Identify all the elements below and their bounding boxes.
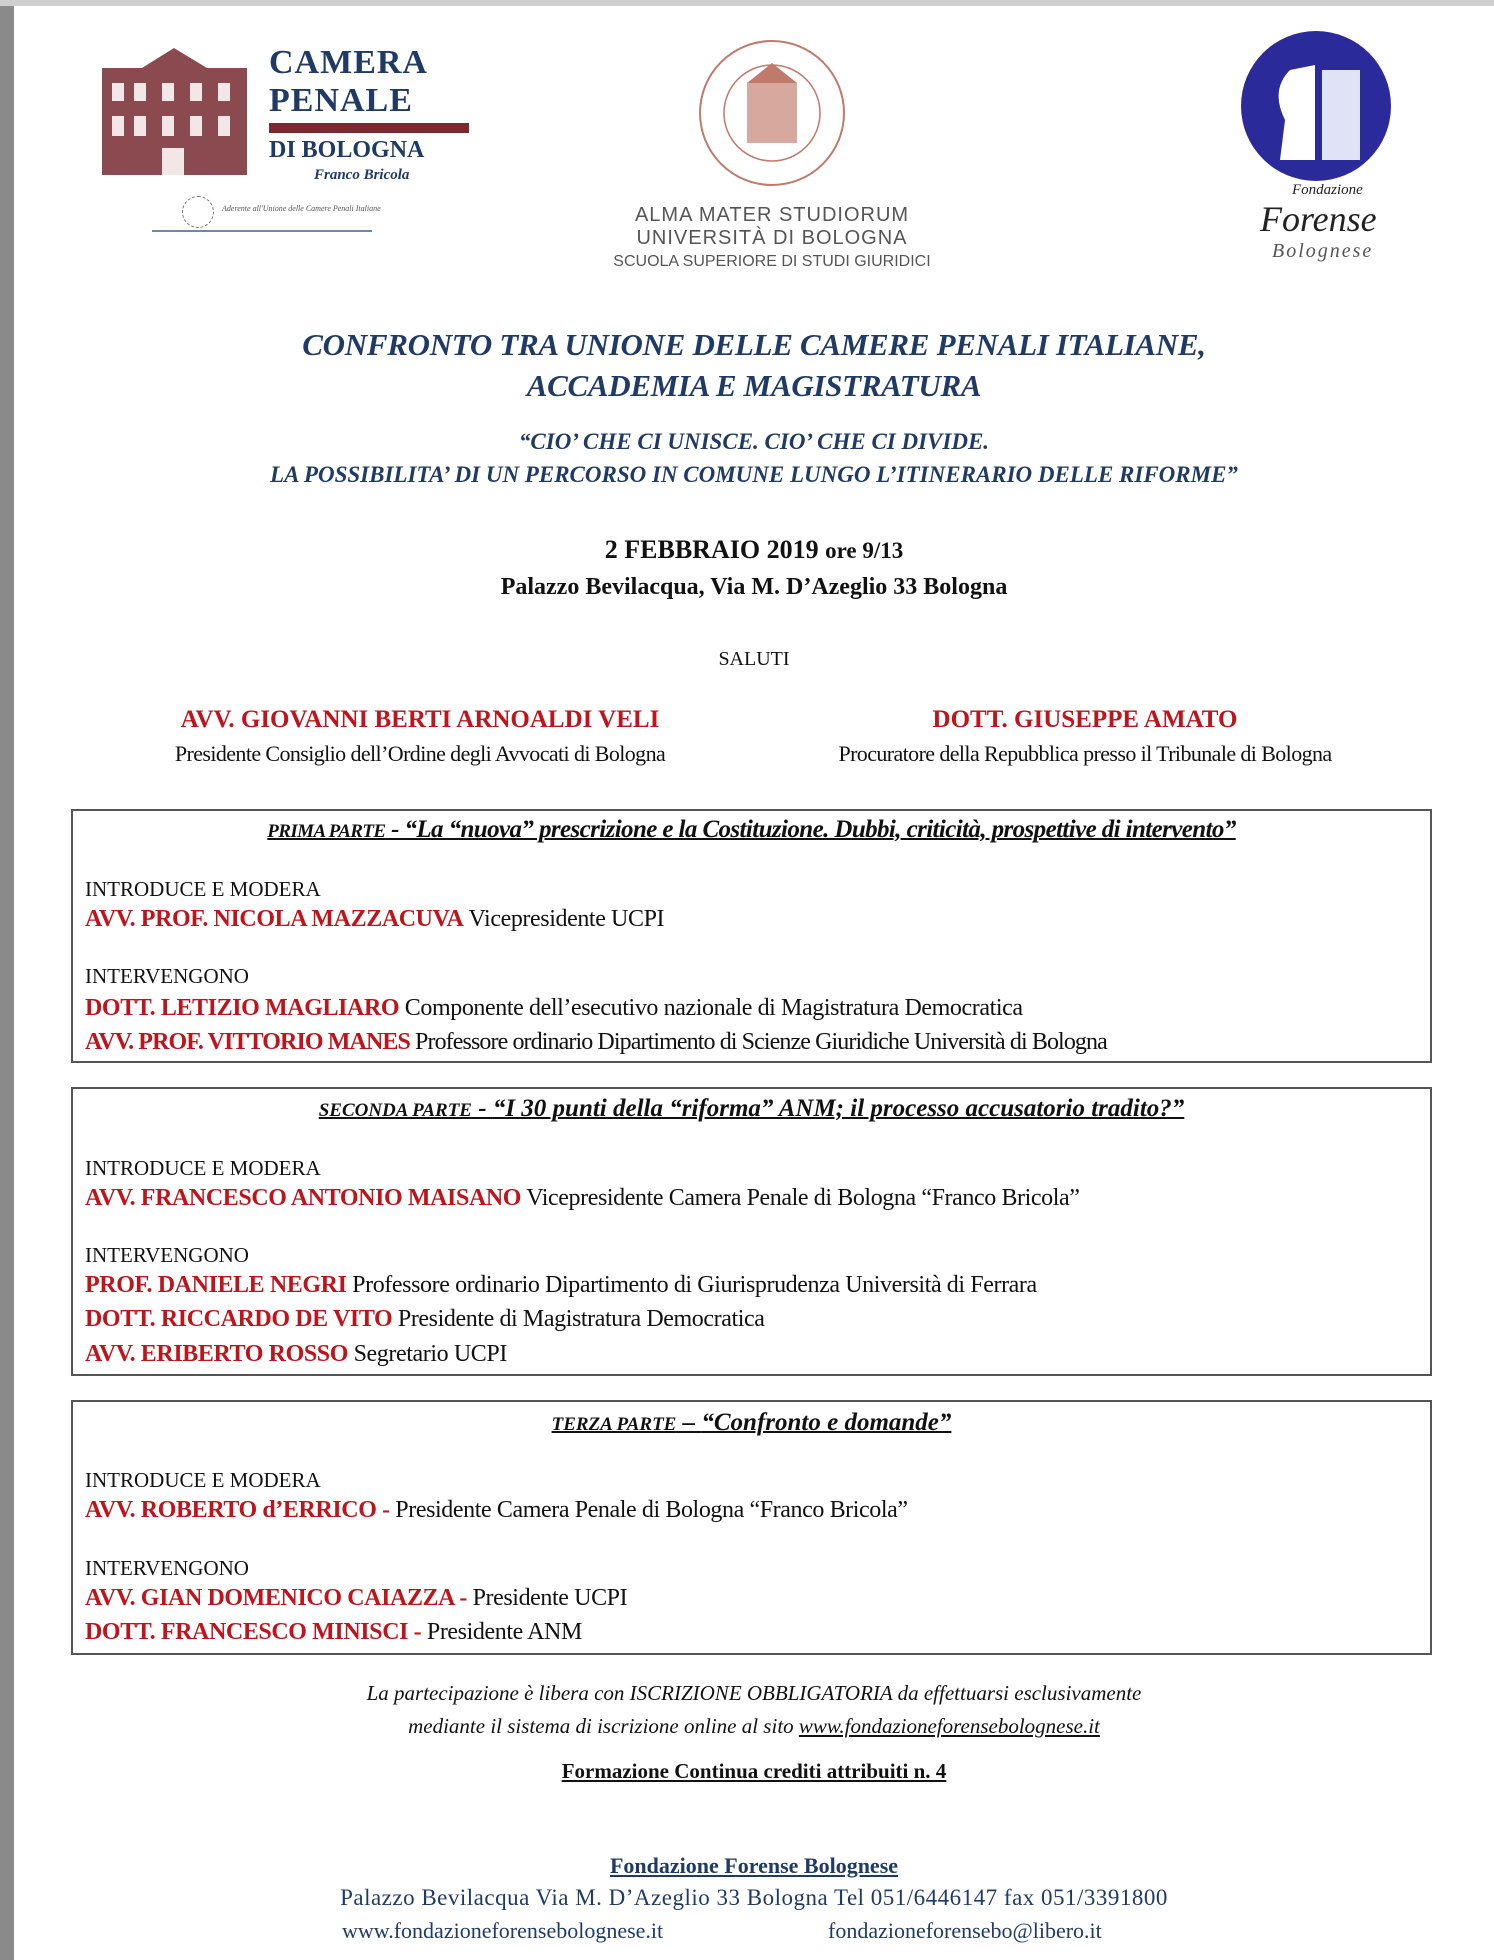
speaker	[85, 1272, 1037, 1299]
person-role: Presidente UCPI	[466, 1585, 628, 1611]
speakers-label: INTERVENGONO	[85, 1556, 249, 1580]
unibo-line2: UNIVERSITÀ DI BOLOGNA	[636, 227, 908, 249]
fondazione-forense-logo	[1230, 30, 1400, 270]
person-role: Professore ordinario Dipartimento di Scienze Giuridiche Università di Bologna	[409, 1029, 1107, 1055]
credits: Formazione Continua crediti attribuiti n. 4	[561, 1759, 947, 1783]
topic: “La “nuova” prescrizione e la Costituzione. Dubbi, criticità, prospettive di intervento”	[404, 816, 1236, 843]
person-role: Vicepresidente UCPI	[463, 906, 665, 932]
section-terza-parte	[71, 1400, 1432, 1655]
speakers-label: INTERVENGONO	[85, 1243, 249, 1267]
fondazione-line2: Forense	[1260, 199, 1377, 239]
ucpi-tagline: Aderente all'Unione delle Camere Penali Italiane	[222, 204, 381, 213]
sep: –	[676, 1409, 702, 1436]
person-role: Professore ordinario Dipartimento di Giurisprudenza Università di Ferrara	[346, 1272, 1037, 1298]
person-role: Vicepresidente Camera Penale di Bologna “Franco Bricola”	[521, 1185, 1080, 1211]
registration-text: mediante il sistema di iscrizione online al sito	[408, 1714, 799, 1738]
section-2-header	[71, 1095, 1432, 1123]
unibo-line3: SCUOLA SUPERIORE DI STUDI GIURIDICI	[613, 253, 931, 270]
moderator	[85, 906, 664, 933]
saluti-label: SALUTI	[718, 648, 790, 670]
logo-penale: PENALE	[269, 82, 413, 119]
person-name: AVV. GIAN DOMENICO CAIAZZA -	[85, 1585, 467, 1611]
footer-email[interactable]: fondazioneforensebo@libero.it	[828, 1918, 1102, 1943]
person-name: DOTT. RICCARDO DE VITO	[85, 1306, 393, 1332]
viewer-top-bar	[0, 0, 1494, 6]
moderator-label: INTRODUCE E MODERA	[85, 1468, 321, 1492]
person-name: DOTT. FRANCESCO MINISCI -	[85, 1619, 422, 1645]
speaker	[85, 1029, 1107, 1056]
title-line1: CONFRONTO TRA UNIONE DELLE CAMERE PENALI ITALIANE,	[302, 327, 1206, 362]
time: ore 9/13	[825, 538, 904, 563]
part-label: PRIMA PARTE	[267, 821, 386, 842]
event-venue: Palazzo Bevilacqua, Via M. D’Azeglio 33 Bologna	[500, 574, 1008, 600]
person-name: DOTT. LETIZIO MAGLIARO	[85, 995, 400, 1021]
date: 2 FEBBRAIO 2019	[604, 535, 819, 564]
title-line2: ACCADEMIA E MAGISTRATURA	[526, 368, 982, 403]
subtitle-line1: “CIO’ CHE CI UNISCE. CIO’ CHE CI DIVIDE.	[518, 429, 990, 454]
unibo-line1: ALMA MATER STUDIORUM	[634, 204, 910, 226]
logo-di-bologna: DI BOLOGNA	[269, 137, 425, 163]
person-role: Componente dell’esecutivo nazionale di Magistratura Democratica	[399, 995, 1023, 1021]
fondazione-line1: Fondazione	[1292, 182, 1363, 198]
section-prima-parte	[71, 809, 1432, 1063]
camera-penale-logo	[102, 44, 472, 240]
topic: “Confronto e domande”	[701, 1409, 952, 1436]
saluti-name-2: DOTT. GIUSEPPE AMATO	[932, 706, 1238, 733]
saluti-name-1: AVV. GIOVANNI BERTI ARNOALDI VELI	[180, 706, 660, 733]
unibo-seal-icon	[697, 38, 847, 188]
viewer-margin	[0, 0, 14, 1960]
unibo-logo	[569, 38, 975, 288]
footer-address: Palazzo Bevilacqua Via M. D’Azeglio 33 Bologna Tel 051/6446147 fax 051/3391800	[340, 1885, 1168, 1910]
person-role: Presidente di Magistratura Democratica	[392, 1306, 765, 1332]
fondazione-emblem-icon	[1240, 30, 1392, 182]
logo-camera: CAMERA	[269, 44, 428, 81]
subtitle-line2: LA POSSIBILITA’ DI UN PERCORSO IN COMUNE LUNGO L’ITINERARIO DELLE RIFORME”	[270, 462, 1238, 487]
speaker	[85, 1619, 582, 1646]
logo-rule	[152, 230, 372, 232]
person-name: AVV. PROF. VITTORIO MANES	[85, 1029, 410, 1055]
registration-link[interactable]: www.fondazioneforensebolognese.it	[798, 1714, 1100, 1738]
registration-line1: La partecipazione è libera con ISCRIZIONE OBBLIGATORIA da effettuarsi esclusivamente	[366, 1681, 1142, 1705]
footer-org: Fondazione Forense Bolognese	[609, 1853, 899, 1878]
person-role: Presidente ANM	[421, 1619, 582, 1645]
topic: “I 30 punti della “riforma” ANM; il processo accusatorio tradito?”	[492, 1095, 1185, 1122]
sep: -	[471, 1095, 493, 1122]
logo-franco-bricola: Franco Bricola	[314, 167, 410, 183]
moderator-label: INTRODUCE E MODERA	[85, 877, 321, 901]
person-name: AVV. ROBERTO d’ERRICO -	[85, 1497, 390, 1523]
section-3-header	[71, 1409, 1432, 1437]
saluti-role-1: Presidente Consiglio dell’Ordine degli Avvocati di Bologna	[174, 741, 666, 766]
section-1-header	[71, 816, 1432, 844]
registration-line2	[14, 1714, 1494, 1739]
ucpi-seal-icon	[182, 196, 214, 228]
person-role: Segretario UCPI	[348, 1341, 507, 1367]
saluti-role-2: Procuratore della Repubblica presso il Tribunale di Bologna	[838, 741, 1332, 766]
speaker	[85, 1585, 627, 1612]
moderator-label: INTRODUCE E MODERA	[85, 1156, 321, 1180]
speaker	[85, 995, 1023, 1022]
speaker	[85, 1341, 507, 1368]
moderator	[85, 1185, 1080, 1212]
moderator	[85, 1497, 908, 1524]
building-engraving-icon	[102, 48, 247, 175]
sep: -	[385, 816, 405, 843]
fondazione-line3: Bolognese	[1272, 240, 1374, 262]
logo-bar	[269, 123, 469, 133]
person-role: Presidente Camera Penale di Bologna “Franco Bricola”	[389, 1497, 908, 1523]
speaker	[85, 1306, 765, 1333]
person-name: AVV. PROF. NICOLA MAZZACUVA	[85, 906, 464, 932]
part-label: TERZA PARTE	[551, 1414, 677, 1435]
person-name: AVV. ERIBERTO ROSSO	[85, 1341, 348, 1367]
person-name: AVV. FRANCESCO ANTONIO MAISANO	[85, 1185, 522, 1211]
person-name: PROF. DANIELE NEGRI	[85, 1272, 347, 1298]
speakers-label: INTERVENGONO	[85, 964, 249, 988]
part-label: SECONDA PARTE	[318, 1100, 472, 1121]
event-date	[14, 535, 1494, 565]
footer-website[interactable]: www.fondazioneforensebolognese.it	[342, 1918, 664, 1943]
